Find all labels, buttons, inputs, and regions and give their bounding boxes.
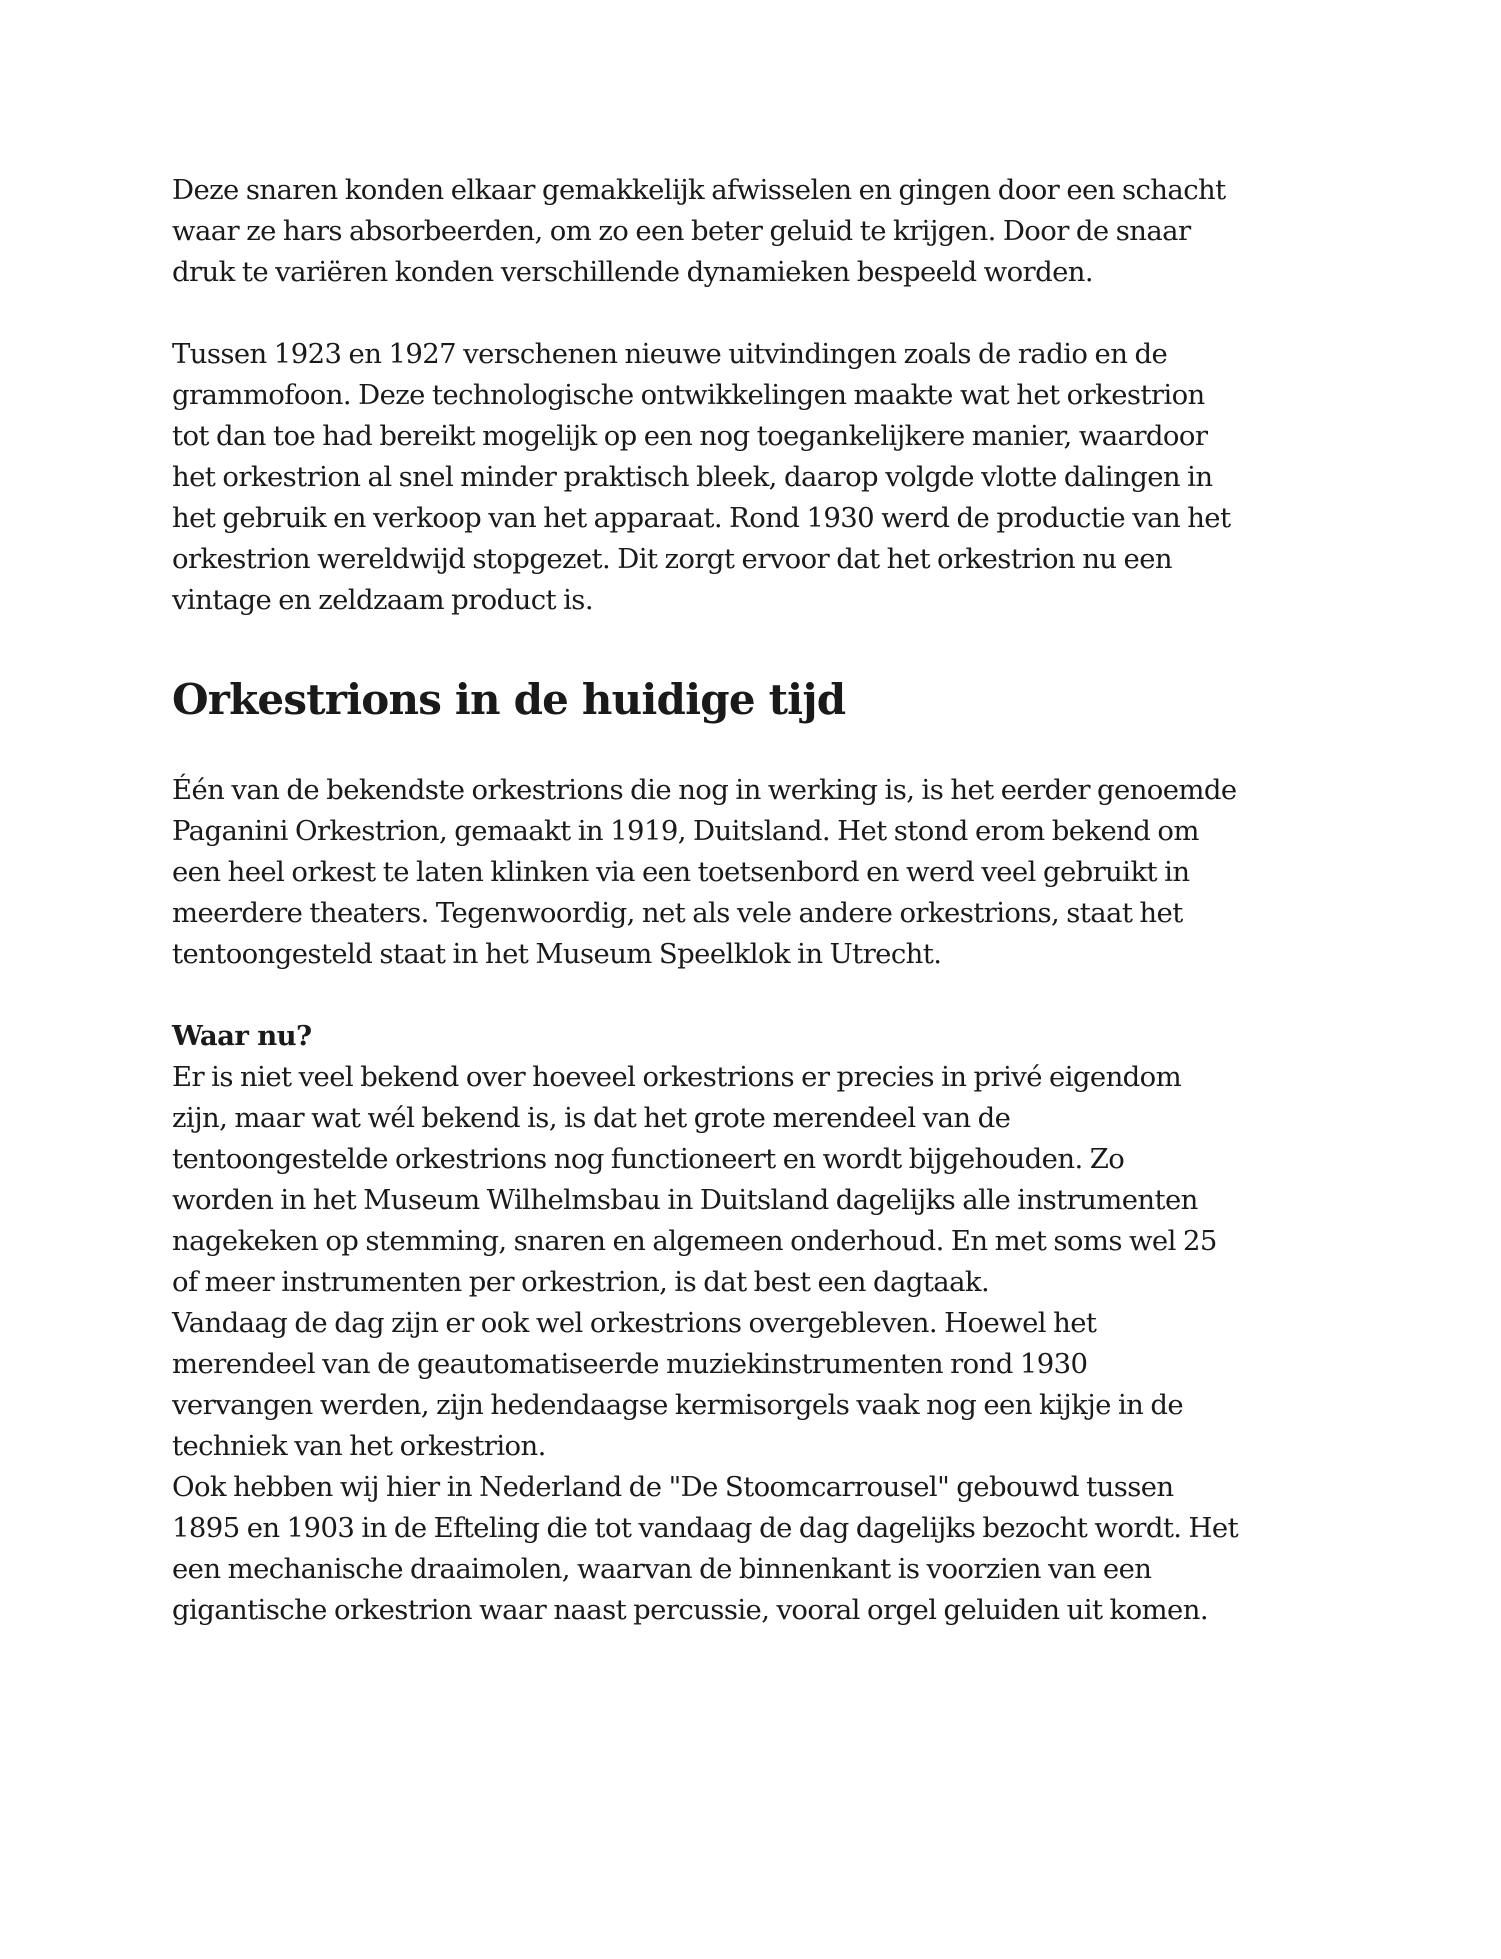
text-line: het orkestrion al snel minder praktisch bleek, daarop volgde vlotte dalingen in	[172, 461, 1213, 493]
text-line: worden in het Museum Wilhelmsbau in Duitsland dagelijks alle instrumenten	[172, 1184, 1198, 1216]
text-line: vervangen werden, zijn hedendaagse kermisorgels vaak nog een kijkje in de	[172, 1389, 1184, 1421]
section-heading: Orkestrions in de huidige tijd	[172, 675, 846, 724]
text-line: 1895 en 1903 in de Efteling die tot vandaag de dag dagelijks bezocht wordt. Het	[172, 1512, 1239, 1544]
text-line: tot dan toe had bereikt mogelijk op een nog toegankelijkere manier, waardoor	[172, 420, 1208, 452]
text-line: techniek van het orkestrion.	[172, 1430, 546, 1462]
paragraph-paganini	[172, 770, 1352, 975]
text-line: een mechanische draaimolen, waarvan de binnenkant is voorzien van een	[172, 1553, 1152, 1585]
text-line: Één van de bekendste orkestrions die nog in werking is, is het eerder genoemde	[172, 774, 1237, 806]
paragraph-snaren	[172, 170, 1352, 293]
text-line: nagekeken op stemming, snaren en algemeen onderhoud. En met soms wel 25	[172, 1225, 1217, 1257]
text-line: Tussen 1923 en 1927 verschenen nieuwe uitvindingen zoals de radio en de	[172, 338, 1168, 370]
document-page	[172, 170, 1352, 1631]
subheading-waar-nu: Waar nu?	[172, 1020, 312, 1052]
text-line: zijn, maar wat wél bekend is, is dat het grote merendeel van de	[172, 1102, 1011, 1134]
text-line: druk te variëren konden verschillende dynamieken bespeeld worden.	[172, 256, 1094, 288]
text-line: tentoongestelde orkestrions nog functioneert en wordt bijgehouden. Zo	[172, 1143, 1125, 1175]
text-line: Deze snaren konden elkaar gemakkelijk afwisselen en gingen door een schacht	[172, 174, 1226, 206]
text-line: vintage en zeldzaam product is.	[172, 584, 593, 616]
text-line: Er is niet veel bekend over hoeveel orkestrions er precies in privé eigendom	[172, 1061, 1182, 1093]
paragraph-radio-grammofoon	[172, 334, 1352, 621]
text-line: tentoongesteld staat in het Museum Speelklok in Utrecht.	[172, 938, 942, 970]
text-line: of meer instrumenten per orkestrion, is dat best een dagtaak.	[172, 1266, 990, 1298]
text-line: orkestrion wereldwijd stopgezet. Dit zorgt ervoor dat het orkestrion nu een	[172, 543, 1173, 575]
text-line: een heel orkest te laten klinken via een toetsenbord en werd veel gebruikt in	[172, 856, 1190, 888]
text-line: merendeel van de geautomatiseerde muziekinstrumenten rond 1930	[172, 1348, 1088, 1380]
text-line: Ook hebben wij hier in Nederland de "De Stoomcarrousel" gebouwd tussen	[172, 1471, 1174, 1503]
paragraph-waar-nu	[172, 1057, 1352, 1631]
text-line: grammofoon. Deze technologische ontwikkelingen maakte wat het orkestrion	[172, 379, 1205, 411]
text-line: Vandaag de dag zijn er ook wel orkestrions overgebleven. Hoewel het	[172, 1307, 1097, 1339]
text-line: gigantische orkestrion waar naast percussie, vooral orgel geluiden uit komen.	[172, 1594, 1208, 1626]
text-line: waar ze hars absorbeerden, om zo een beter geluid te krijgen. Door de snaar	[172, 215, 1191, 247]
text-line: het gebruik en verkoop van het apparaat. Rond 1930 werd de productie van het	[172, 502, 1231, 534]
text-line: meerdere theaters. Tegenwoordig, net als vele andere orkestrions, staat het	[172, 897, 1183, 929]
text-line: Paganini Orkestrion, gemaakt in 1919, Duitsland. Het stond erom bekend om	[172, 815, 1199, 847]
